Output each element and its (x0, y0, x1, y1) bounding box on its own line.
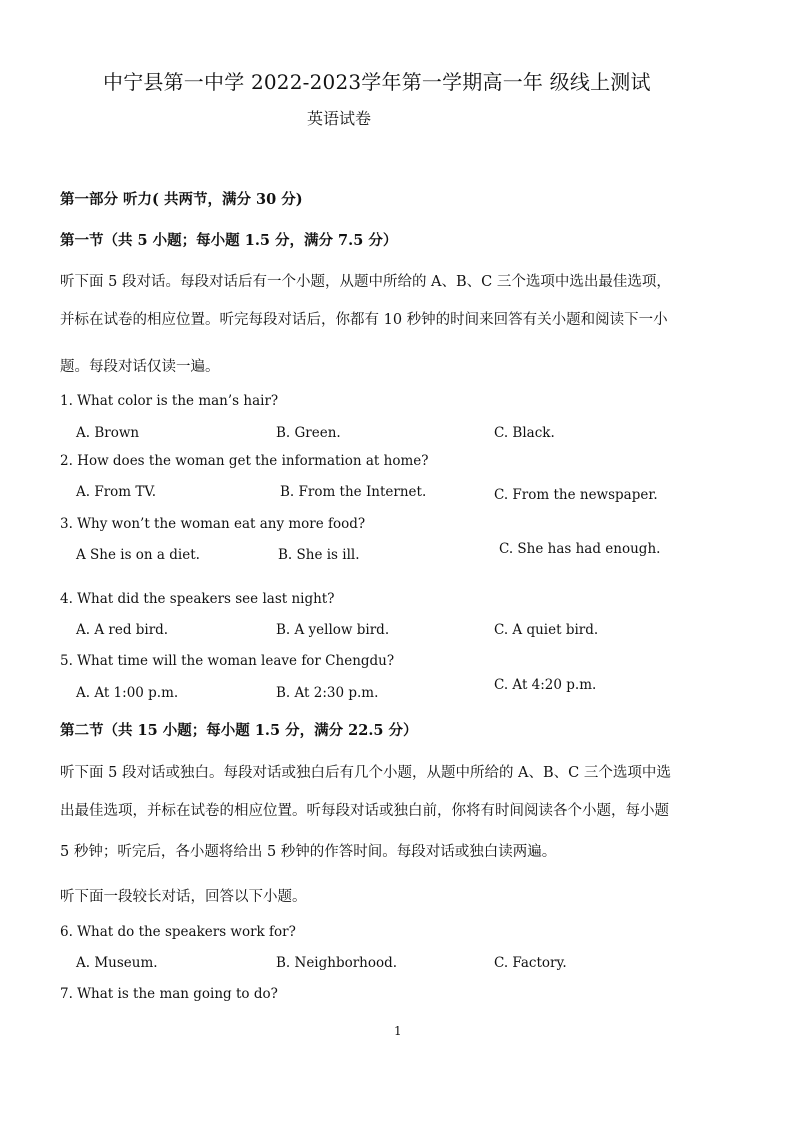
section1-instruction-line: 题。每段对话仅读一遍。 (60, 359, 220, 375)
question-3: 3. Why won’t the woman eat any more food? (60, 516, 366, 532)
question-4: 4. What did the speakers see last night? (60, 591, 335, 607)
question-1: 1. What color is the man’s hair? (60, 393, 279, 409)
question-2: 2. How does the woman get the information at home? (60, 453, 429, 469)
question-7: 7. What is the man going to do? (60, 986, 278, 1002)
question-1-option-b: B. Green. (276, 425, 341, 441)
part1-heading: 第一部分 听力( 共两节，满分 30 分) (60, 191, 303, 208)
question-2-option-c: C. From the newspaper. (494, 487, 658, 503)
exam-subtitle: 英语试卷 (307, 109, 372, 128)
section2-heading: 第二节（共 15 小题；每小题 1.5 分，满分 22.5 分） (60, 722, 418, 739)
question-3-option-b: B. She is ill. (278, 547, 360, 563)
question-2-option-b: B. From the Internet. (280, 484, 427, 500)
section2-instruction-line: 听下面 5 段对话或独白。每段对话或独白后有几个小题，从题中所给的 A、B、C 三个选项中选 (60, 765, 671, 781)
question-5-option-a: A. At 1:00 p.m. (76, 685, 179, 701)
section1-instruction-line: 听下面 5 段对话。每段对话后有一个小题，从题中所给的 A、B、C 三个选项中选出最佳选项， (60, 274, 671, 290)
question-6-option-c: C. Factory. (494, 955, 567, 971)
question-1-option-a: A. Brown (76, 425, 140, 441)
question-4-option-a: A. A red bird. (76, 622, 169, 638)
exam-title: 中宁县第一中学 2022-2023学年第一学期高一年 级线上测试 (103, 70, 651, 94)
question-6-option-a: A. Museum. (76, 955, 158, 971)
section2-sub-instruction: 听下面一段较长对话，回答以下小题。 (60, 889, 307, 905)
question-1-option-c: C. Black. (494, 425, 555, 441)
question-3-option-a: A She is on a diet. (76, 547, 200, 563)
question-3-option-c: C. She has had enough. (499, 541, 661, 557)
section1-heading: 第一节（共 5 小题；每小题 1.5 分，满分 7.5 分） (60, 232, 398, 249)
question-6: 6. What do the speakers work for? (60, 924, 296, 940)
section2-instruction-line: 5 秒钟；听完后，各小题将给出 5 秒钟的作答时间。每段对话或独白读两遍。 (60, 844, 557, 860)
question-5-option-c: C. At 4:20 p.m. (494, 677, 597, 693)
question-2-option-a: A. From TV. (76, 484, 157, 500)
page-number: 1 (394, 1024, 402, 1038)
question-5-option-b: B. At 2:30 p.m. (276, 685, 379, 701)
question-6-option-b: B. Neighborhood. (276, 955, 398, 971)
section1-instruction-line: 并标在试卷的相应位置。听完每段对话后，你都有 10 秒钟的时间来回答有关小题和阅读下一小 (60, 312, 668, 328)
question-4-option-c: C. A quiet bird. (494, 622, 599, 638)
question-5: 5. What time will the woman leave for Chengdu? (60, 653, 395, 669)
section2-instruction-line: 出最佳选项，并标在试卷的相应位置。听每段对话或独白前，你将有时间阅读各个小题，每小题 (60, 803, 669, 819)
question-4-option-b: B. A yellow bird. (276, 622, 390, 638)
